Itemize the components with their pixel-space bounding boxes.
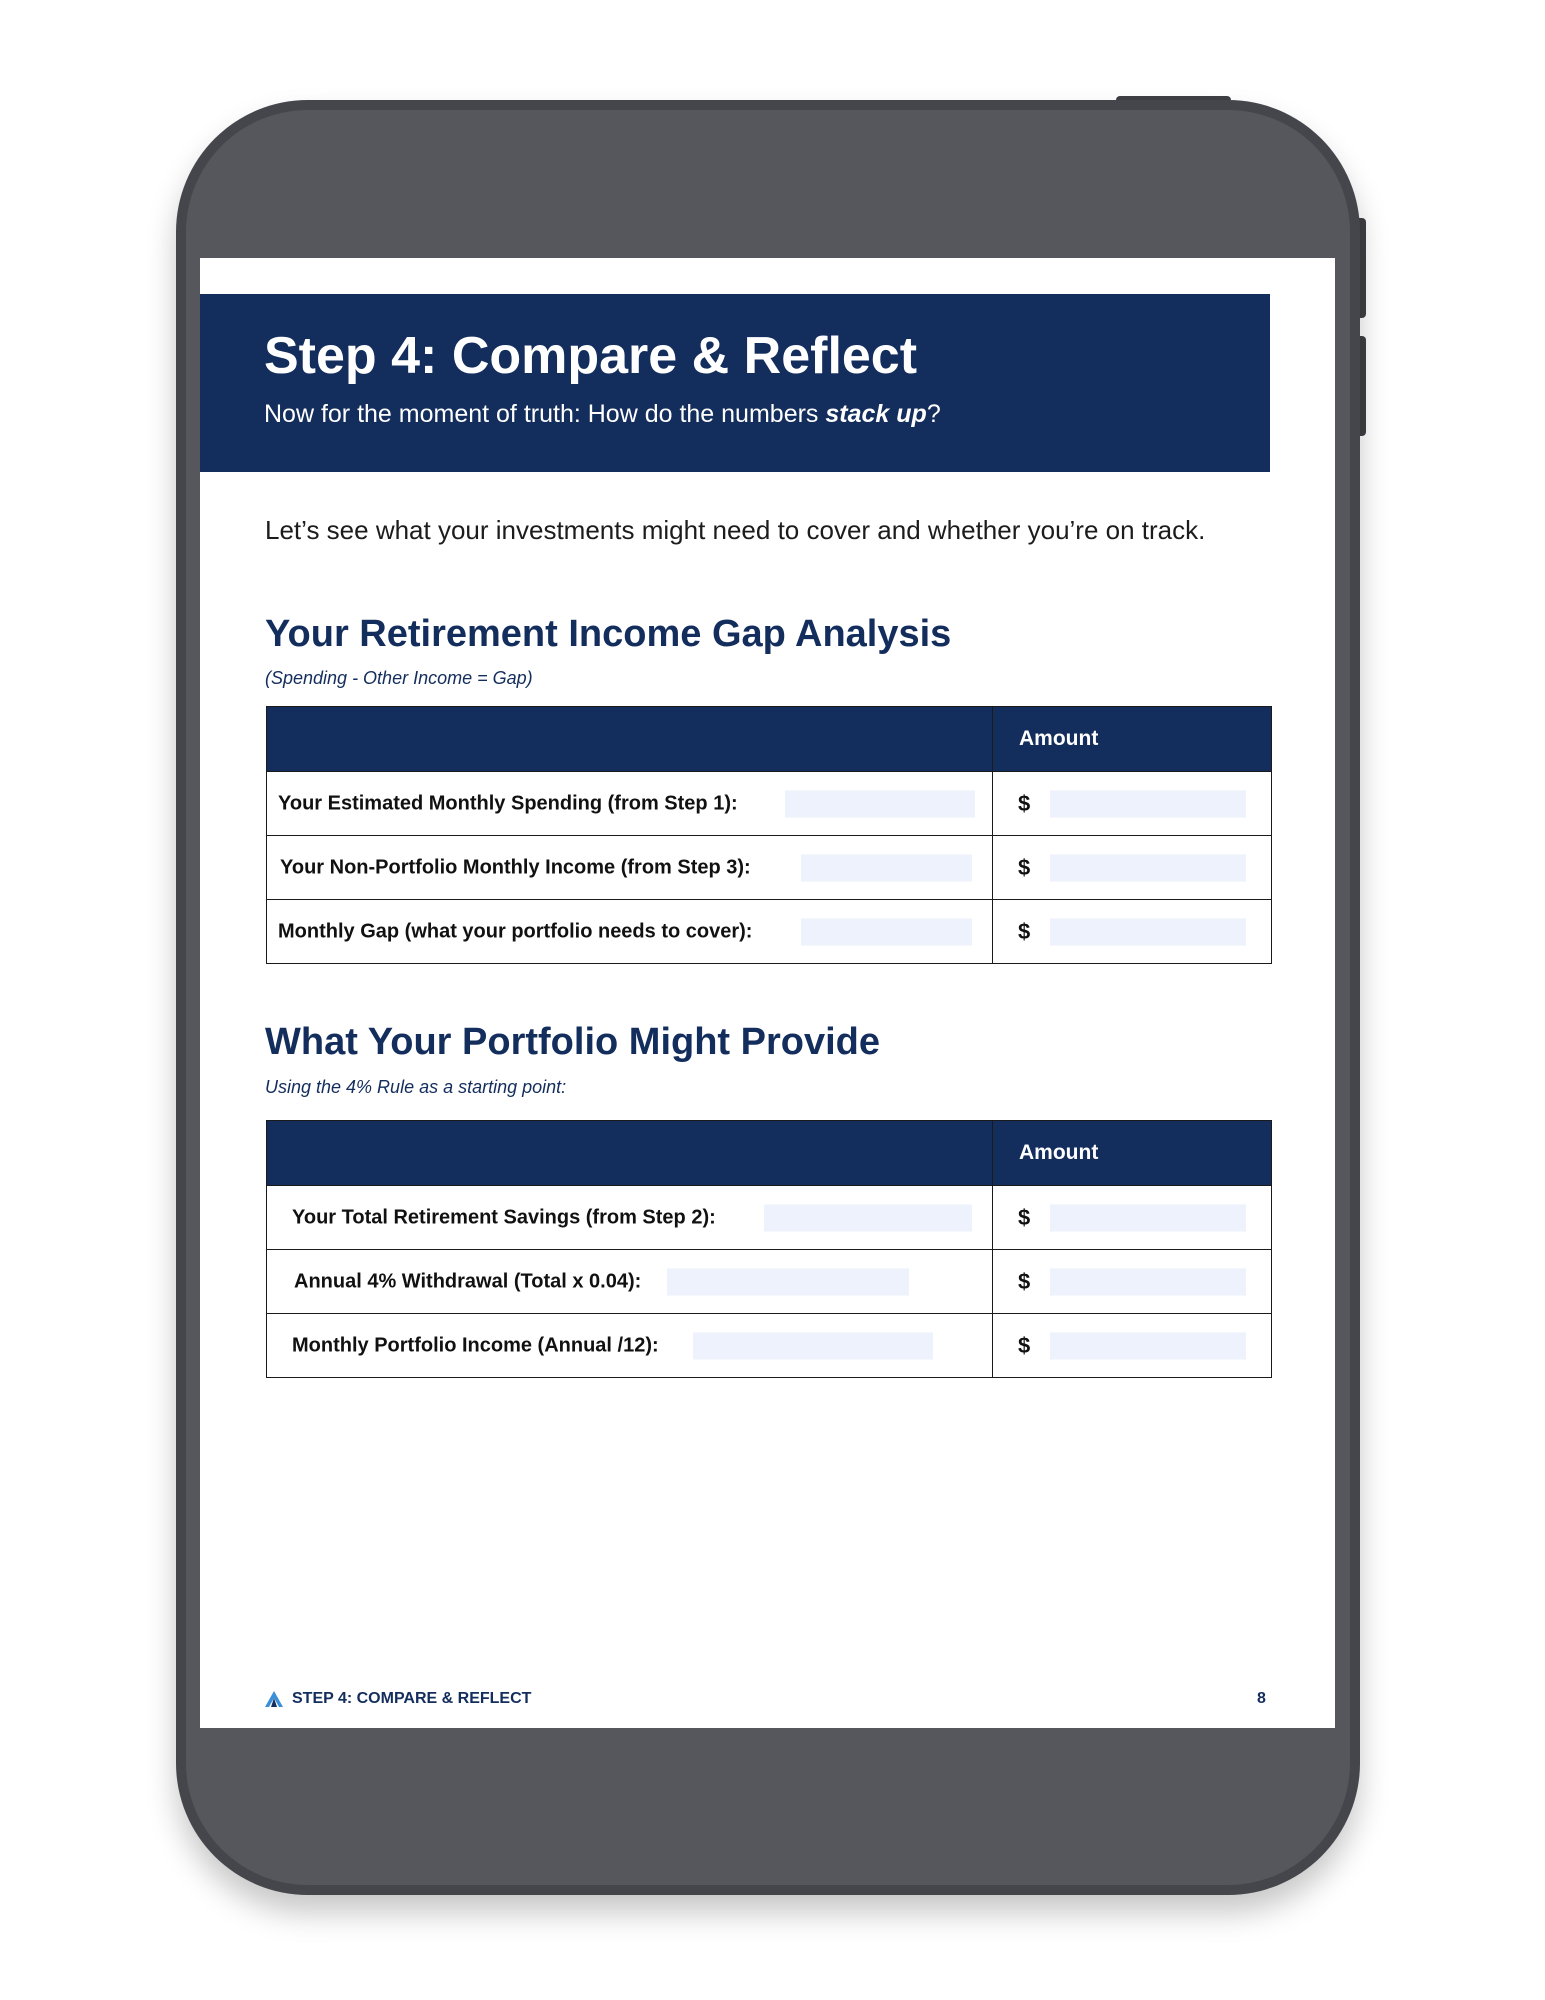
- document-page: [200, 258, 1335, 1728]
- page-subtitle: [264, 400, 941, 429]
- table-header-amount: Amount: [993, 1121, 1272, 1186]
- table-header-row: [267, 1121, 1272, 1186]
- monthly-income-amount-field[interactable]: [1050, 1332, 1246, 1359]
- gap-analysis-table: [266, 706, 1272, 964]
- spending-amount-field[interactable]: [1050, 790, 1246, 817]
- monthly-income-fill-field[interactable]: [693, 1332, 933, 1359]
- table-row: [267, 772, 1272, 836]
- subtitle-emphasis: stack up: [825, 400, 927, 428]
- row-label: Your Estimated Monthly Spending (from Step 1):: [278, 792, 738, 814]
- income-fill-field[interactable]: [801, 854, 972, 881]
- currency-symbol: $: [1018, 1204, 1031, 1230]
- subtitle-text: Now for the moment of truth: How do the numbers: [264, 400, 826, 428]
- row-label: Your Total Retirement Savings (from Step 2):: [292, 1206, 716, 1228]
- currency-symbol: $: [1018, 918, 1031, 944]
- row-label: Your Non-Portfolio Monthly Income (from Step 3):: [280, 856, 751, 878]
- portfolio-section-title: What Your Portfolio Might Provide: [265, 1021, 881, 1063]
- table-row: [267, 836, 1272, 900]
- currency-symbol: $: [1018, 1332, 1031, 1358]
- currency-symbol: $: [1018, 854, 1031, 880]
- amount-cell: [993, 900, 1272, 964]
- income-amount-field[interactable]: [1050, 854, 1246, 881]
- row-label-cell: [267, 836, 993, 900]
- table-header-blank: [267, 1121, 993, 1186]
- row-label: Monthly Portfolio Income (Annual /12):: [292, 1334, 659, 1356]
- row-label-cell: [267, 1250, 993, 1314]
- amount-cell: [993, 1250, 1272, 1314]
- table-header-row: [267, 707, 1272, 772]
- footer-section-label: [264, 1690, 531, 1708]
- row-label: Monthly Gap (what your portfolio needs to cover):: [278, 920, 753, 942]
- row-label-cell: [267, 900, 993, 964]
- currency-symbol: $: [1018, 790, 1031, 816]
- table-header-amount: Amount: [993, 707, 1272, 772]
- row-label-cell: [267, 772, 993, 836]
- withdrawal-amount-field[interactable]: [1050, 1268, 1246, 1295]
- withdrawal-fill-field[interactable]: [667, 1268, 909, 1295]
- table-row: [267, 1250, 1272, 1314]
- gap-section-title: Your Retirement Income Gap Analysis: [265, 613, 952, 655]
- gap-fill-field[interactable]: [801, 918, 972, 945]
- subtitle-suffix: ?: [926, 400, 941, 428]
- amount-cell: [993, 836, 1272, 900]
- gap-section-note: (Spending - Other Income = Gap): [265, 668, 533, 688]
- table-row: [267, 1314, 1272, 1378]
- mountain-logo-icon: [264, 1690, 284, 1708]
- page-number: 8: [1257, 1690, 1266, 1707]
- portfolio-section-note: Using the 4% Rule as a starting point:: [265, 1077, 567, 1097]
- page-title: Step 4: Compare & Reflect: [264, 327, 918, 385]
- table-header-blank: [267, 707, 993, 772]
- table-row: [267, 1186, 1272, 1250]
- header-banner: [200, 294, 1270, 472]
- amount-cell: [993, 772, 1272, 836]
- row-label-cell: [267, 1186, 993, 1250]
- table-row: [267, 900, 1272, 964]
- portfolio-table: [266, 1120, 1272, 1378]
- row-label-cell: [267, 1314, 993, 1378]
- amount-cell: [993, 1314, 1272, 1378]
- spending-fill-field[interactable]: [785, 790, 975, 817]
- footer-text: STEP 4: COMPARE & REFLECT: [292, 1690, 532, 1707]
- row-label: Annual 4% Withdrawal (Total x 0.04):: [294, 1270, 642, 1292]
- savings-amount-field[interactable]: [1050, 1204, 1246, 1231]
- gap-amount-field[interactable]: [1050, 918, 1246, 945]
- currency-symbol: $: [1018, 1268, 1031, 1294]
- savings-fill-field[interactable]: [764, 1204, 972, 1231]
- intro-paragraph: Let’s see what your investments might need to cover and whether you’re on track.: [265, 515, 1206, 545]
- amount-cell: [993, 1186, 1272, 1250]
